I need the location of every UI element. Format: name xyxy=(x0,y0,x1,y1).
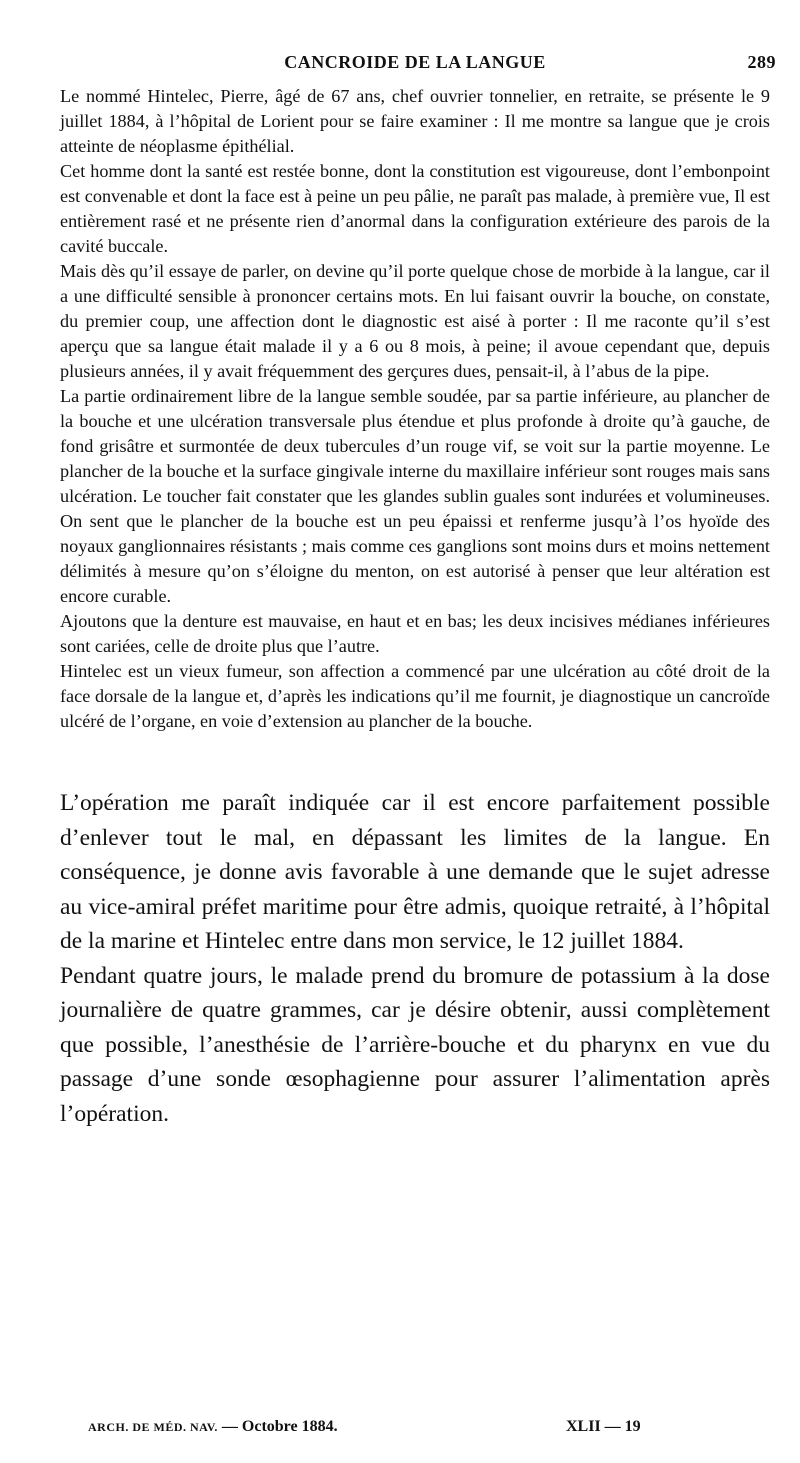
running-header xyxy=(60,52,776,80)
paragraph: Hintelec est un vieux fumeur, son affection a commencé par une ulcération au côté droit de la face dorsale de la langue et, d’après les indications qu’il me fournit, je diagnostique un cancroïde ulcéré de l’organe, en voie d’extension au plancher de la bouche. xyxy=(60,661,770,731)
journal-abbreviation: ARCH. DE MÉD. NAV. xyxy=(88,1420,218,1434)
page-number: 289 xyxy=(747,52,776,72)
main-text-large xyxy=(60,786,770,1131)
running-title: CANCROIDE DE LA LANGUE xyxy=(284,52,546,72)
case-report-small-text xyxy=(60,84,770,734)
signature-mark: XLII — 19 xyxy=(566,1418,641,1435)
page xyxy=(60,52,776,1131)
paragraph: La partie ordinairement libre de la langue semble soudée, par sa partie inférieure, au plancher de la bouche et une ulcération transversale plus étendue et plus profonde à droite qu’à gauche, de fond grisâtre et surmontée de deux tubercules d’un rouge vif, se voit sur la partie moyenne. Le plancher de la bouche et la surface gingivale interne du maxillaire inférieur sont rouges mais sans ulcération. Le toucher fait constater que les glandes sublin guales sont indurées et volumineuses. On sent que le plancher de la bouche est un peu épaissi et renferme jusqu’à l’os hyoïde des noyaux ganglionnaires résistants ; mais comme ces ganglions sont moins durs et moins nettement délimités à mesure qu’on s’éloigne du menton, on est autorisé à penser que leur altération est encore curable. xyxy=(60,386,770,606)
paragraph: Pendant quatre jours, le malade prend du bromure de potassium à la dose journalière de quatre grammes, car je désire obtenir, aussi complètement que possible, l’anesthésie de l’arrière-bouche et du pharynx en vue du passage d’une sonde œsophagienne pour assurer l’alimentation après l’opération. xyxy=(60,962,770,1127)
issue-date: — Octobre 1884. xyxy=(221,1418,338,1435)
paragraph: L’opération me paraît indiquée car il est encore parfaitement possible d’enlever tout le mal, en dépassant les limites de la langue. En conséquence, je donne avis favorable à une demande que le sujet adresse au vice-amiral préfet maritime pour être admis, quoique retraité, à l’hôpital de la marine et Hintelec entre dans mon service, le 12 juillet 1884. xyxy=(60,790,770,954)
footer-citation xyxy=(88,1418,338,1436)
paragraph: Ajoutons que la denture est mauvaise, en haut et en bas; les deux incisives médianes inférieures sont cariées, celle de droite plus que l’autre. xyxy=(60,611,770,656)
paragraph: Mais dès qu’il essaye de parler, on devine qu’il porte quelque chose de morbide à la langue, car il a une difficulté sensible à prononcer certains mots. En lui faisant ouvrir la bouche, on constate, du premier coup, une affection dont le diagnostic est aisé à porter : Il me raconte qu’il s’est aperçu que sa langue était malade il y a 6 ou 8 mois, à peine; il avoue cependant que, depuis plusieurs années, il y avait fréquemment des gerçures dues, pensait-il, à l’abus de la pipe. xyxy=(60,261,770,381)
paragraph: Cet homme dont la santé est restée bonne, dont la constitution est vigoureuse, dont l’embonpoint est convenable et dont la face est à peine un peu pâlie, ne paraît pas malade, à première vue, Il est entièrement rasé et ne présente rien d’anormal dans la configuration extérieure des parois de la cavité buccale. xyxy=(60,161,770,256)
paragraph: Le nommé Hintelec, Pierre, âgé de 67 ans, chef ouvrier tonnelier, en retraite, se présente le 9 juillet 1884, à l’hôpital de Lorient pour se faire examiner : Il me montre sa langue que je crois atteinte de néoplasme épithélial. xyxy=(60,86,770,156)
